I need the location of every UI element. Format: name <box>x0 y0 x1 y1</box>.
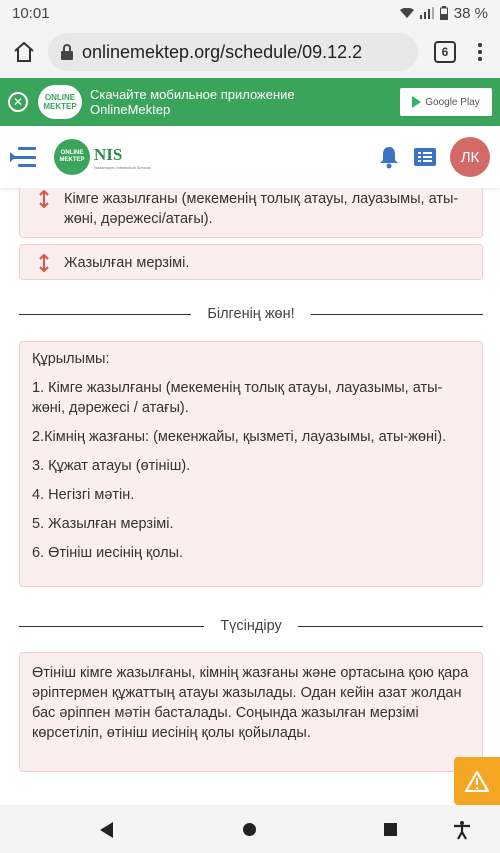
order-item-card[interactable] <box>19 188 483 238</box>
banner-logo: ONLINE MEKTEP <box>38 85 82 119</box>
sort-arrow-icon[interactable] <box>38 189 50 209</box>
banner-text-line2: OnlineMektep <box>90 102 171 117</box>
avatar[interactable]: ЛК <box>450 137 490 177</box>
section-divider <box>19 304 483 324</box>
order-item-text: Кімге жазылғаны (мекеменің толық атауы, лауазымы, аты-жөні, дәрежесі/атағы). <box>64 191 459 227</box>
list-item: 3. Құжат атауы (өтініш). <box>32 458 191 474</box>
hamburger-icon[interactable] <box>10 147 36 167</box>
info-card <box>19 341 483 587</box>
address-bar[interactable] <box>48 33 418 71</box>
list-item: 5. Жазылған мерзімі. <box>32 516 174 532</box>
bell-icon[interactable] <box>378 145 400 169</box>
tab-switcher-button[interactable]: 6 <box>434 41 456 63</box>
section-divider <box>19 616 483 636</box>
url-text: onlinemektep.org/schedule/09.12.2 <box>82 41 363 62</box>
status-time: 10:01 <box>12 4 50 22</box>
back-icon[interactable] <box>100 822 113 838</box>
browser-toolbar <box>0 26 500 78</box>
system-nav-bar <box>0 805 500 853</box>
banner-text <box>90 87 400 117</box>
list-icon[interactable] <box>414 148 436 166</box>
play-store-icon <box>412 96 421 108</box>
battery-icon <box>440 6 448 20</box>
order-item-text: Жазылған мерзімі. <box>64 255 190 271</box>
status-bar <box>0 0 500 26</box>
order-item-card[interactable] <box>19 244 483 280</box>
nis-logo: NIS Nazarbayev Intellectual Schools <box>94 144 151 170</box>
menu-icon[interactable] <box>470 38 490 66</box>
google-play-button[interactable] <box>400 88 492 116</box>
explanation-text: Өтініш кімге жазылғаны, кімнің жазғаны және ортасына қою қара әріптермен құжаттың атауы жазылады. Одан кейін азат жолдан бас әріппен мәтін басталады. Соңында жазылған мерзімі көрсетіліп, өтініш иесінің қолы қойылады. <box>32 665 469 741</box>
warning-icon <box>465 770 489 792</box>
home-icon[interactable] <box>10 38 38 66</box>
wifi-icon <box>400 8 414 18</box>
app-header <box>0 126 500 188</box>
signal-icon <box>420 7 434 19</box>
list-item: 1. Кімге жазылғаны (мекеменің толық атауы, лауазымы, аты-жөні, дәрежесі / атағы). <box>32 380 443 416</box>
google-play-label: Google Play <box>425 96 480 108</box>
close-icon[interactable]: ✕ <box>8 92 28 112</box>
banner-text-line1: Скачайте мобильное приложение <box>90 87 295 102</box>
explanation-card <box>19 652 483 772</box>
list-item <box>20 189 482 229</box>
lock-icon <box>60 44 74 60</box>
app-download-banner <box>0 78 500 126</box>
list-item: 6. Өтініш иесінің қолы. <box>32 545 184 561</box>
section-title: Түсіндіру <box>220 618 282 634</box>
section-title: Білгенің жөн! <box>207 306 295 322</box>
battery-level: 38 % <box>453 4 488 22</box>
home-button[interactable] <box>243 823 256 836</box>
lesson-content <box>0 188 500 803</box>
list-item <box>20 253 482 273</box>
accessibility-icon[interactable] <box>452 820 472 840</box>
recents-button[interactable] <box>384 823 397 836</box>
list-item: 4. Негізгі мәтін. <box>32 487 135 503</box>
card-heading: Құрылымы: <box>32 351 110 367</box>
list-item: 2.Кімнің жазғаны: (мекенжайы, қызметі, лауазымы, аты-жөні). <box>32 429 447 445</box>
sort-arrow-icon[interactable] <box>38 253 50 273</box>
report-problem-button[interactable] <box>454 757 500 805</box>
onlinemektep-logo[interactable]: ONLINE MEKTEP <box>54 139 90 175</box>
status-icons <box>400 5 488 22</box>
